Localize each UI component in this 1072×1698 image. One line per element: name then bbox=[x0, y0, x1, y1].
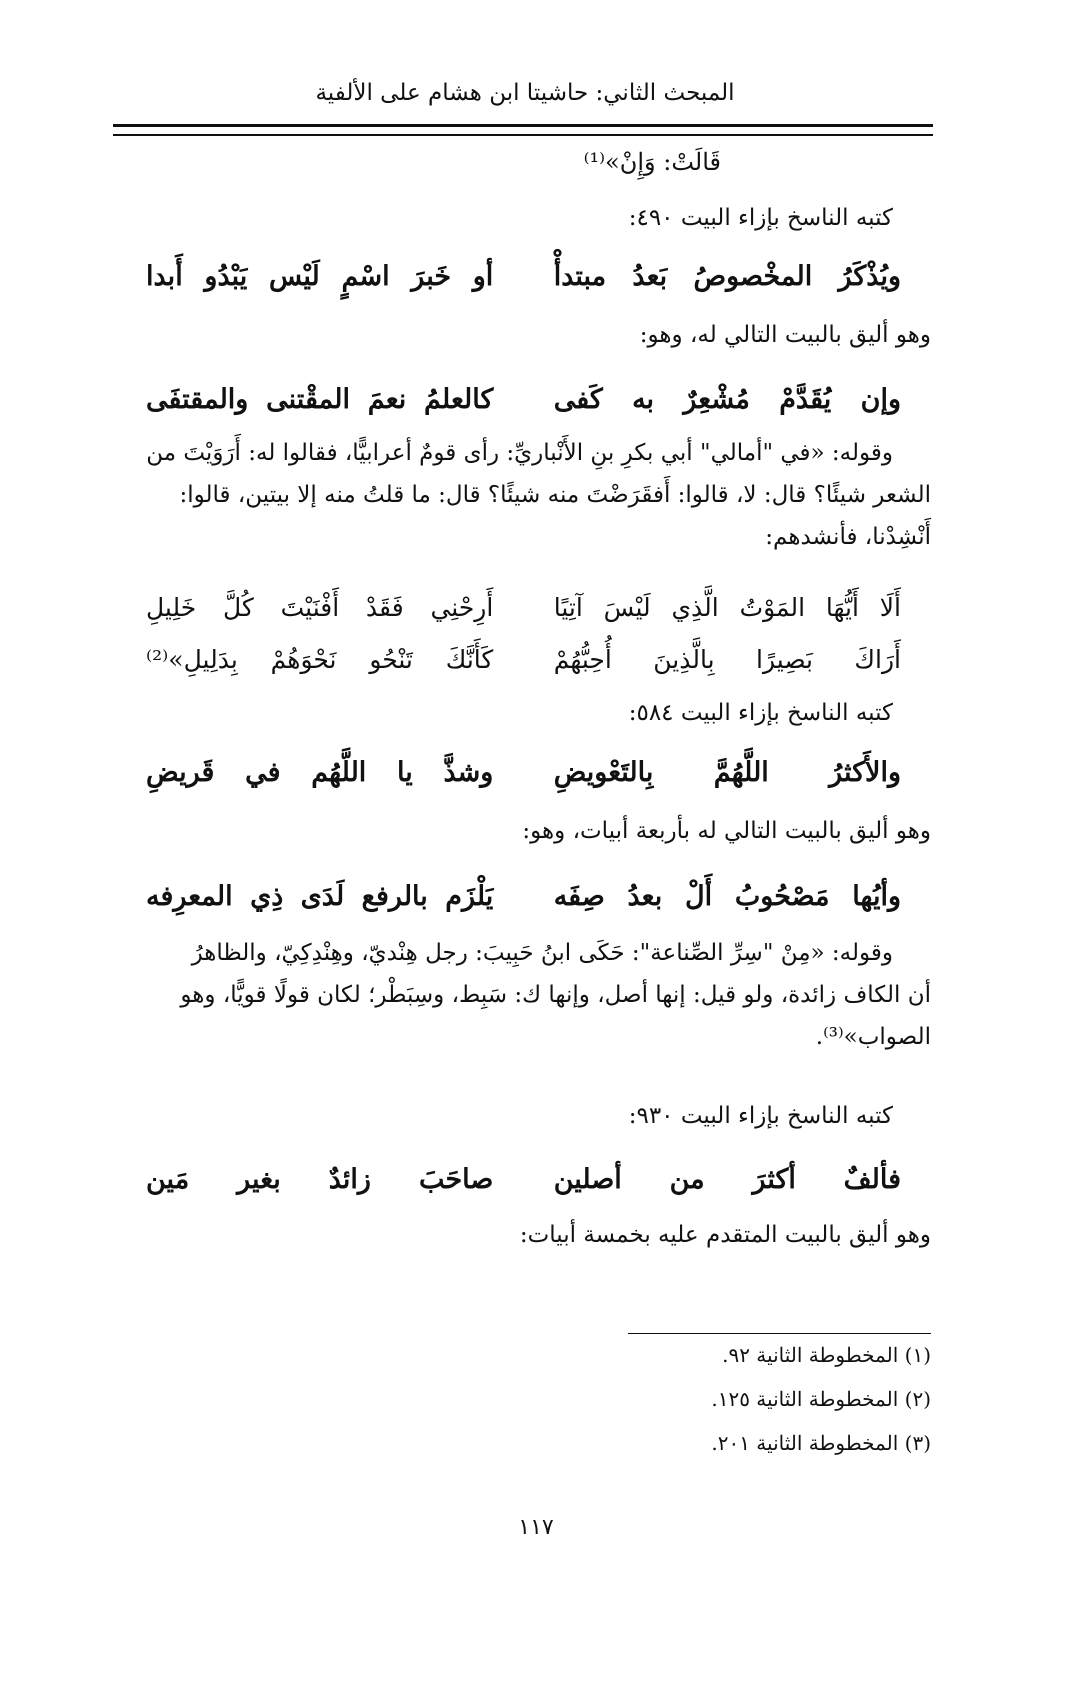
verse-following-1 bbox=[146, 377, 901, 421]
verse-584-first-hemistich: والأَكثرُ اللَّهُمَّ بِالتَعْويضِ bbox=[553, 756, 901, 788]
verse-following-4-first-hemistich: وأيُها مَصْحُوبُ أَلْ بعدُ صِفَه bbox=[553, 880, 901, 912]
amali-line-2: الشعر شيئًا؟ قال: لا، قالوا: أَفقَرَضْتَ منه شيئًا؟ قال: ما قلتُ منه إلا بيتين، قالوا: bbox=[179, 482, 931, 508]
poem-verse-2-second-hemistich: كَأَنَّكَ تَنْحُو نَحْوَهُمْ بِدَلِيلِ»⁽²⁾ bbox=[146, 644, 494, 674]
more-fitting-note-4: وهو أليق بالبيت التالي له بأربعة أبيات، وهو: bbox=[522, 818, 931, 844]
scribe-note-930: كتبه الناسخ بإزاء البيت ٩٣٠: bbox=[628, 1103, 893, 1129]
running-header: المبحث الثاني: حاشيتا ابن هشام على الألفية bbox=[315, 80, 735, 106]
sirr-line-3: الصواب»⁽³⁾. bbox=[815, 1024, 931, 1050]
verse-930-second-hemistich: صاحَبَ زائدٌ بغير مَين bbox=[146, 1163, 494, 1195]
footnote-1: (١) المخطوطة الثانية ٩٢. bbox=[722, 1343, 931, 1367]
verse-930 bbox=[146, 1157, 901, 1201]
amali-line-3: أَنْشِدْنا، فأنشدهم: bbox=[765, 524, 931, 550]
poem-verse-1-second-hemistich: أَرِحْنِي فَقَدْ أَفْنَيْتَ كُلَّ خَلِيلِ bbox=[146, 592, 494, 622]
verse-following-4 bbox=[146, 874, 901, 918]
header-rule-thick bbox=[113, 124, 933, 127]
amali-line-1: وقوله: «في "أمالي" أبي بكرِ بنِ الأَنْباريِّ: رأى قومٌ أعرابيًّا، فقالوا له: أَرَوَيْتَ من bbox=[146, 440, 893, 466]
verse-584 bbox=[146, 750, 901, 794]
footnote-3: (٣) المخطوطة الثانية ٢٠١. bbox=[711, 1431, 931, 1455]
verse-following-1-second-hemistich: كالعلمُ نعمَ المقْتنى والمقتفَى bbox=[146, 383, 494, 415]
amali-paragraph bbox=[116, 432, 931, 558]
poem-verse-1 bbox=[146, 585, 901, 629]
header-rule-thin bbox=[113, 134, 933, 136]
footnote-separator bbox=[628, 1333, 931, 1334]
page-number: ١١٧ bbox=[518, 1515, 554, 1540]
more-fitting-note-5: وهو أليق بالبيت المتقدم عليه بخمسة أبيات: bbox=[519, 1222, 931, 1248]
verse-930-first-hemistich: فألفٌ أكثرَ من أصلين bbox=[553, 1163, 901, 1195]
sirr-line-2: أن الكاف زائدة، ولو قيل: إنها أصل، وإنها ك: سَبِط، وسِبَطْر؛ لكان قولًا قويًّا، وهو bbox=[180, 982, 931, 1008]
verse-490 bbox=[146, 254, 901, 298]
verse-following-1-first-hemistich: وإن يُقَدَّمْ مُشْعِرٌ به كَفى bbox=[553, 383, 901, 415]
scribe-note-584: كتبه الناسخ بإزاء البيت ٥٨٤: bbox=[628, 700, 893, 726]
verse-490-first-hemistich: ويُذْكَرُ المخْصوصُ بَعدُ مبتدأْ bbox=[553, 260, 901, 292]
poem-verse-2 bbox=[146, 637, 901, 681]
poem-verse-2-first-hemistich: أَرَاكَ بَصِيرًا بِالَّذِينَ أُحِبُّهُمْ bbox=[553, 644, 901, 674]
more-fitting-note-1: وهو أليق بالبيت التالي له، وهو: bbox=[639, 322, 931, 348]
sirr-paragraph bbox=[116, 932, 931, 1058]
quote-end: قَالَتْ: وَإِنْ»⁽¹⁾ bbox=[583, 148, 721, 176]
scribe-note-490: كتبه الناسخ بإزاء البيت ٤٩٠: bbox=[628, 205, 893, 231]
verse-584-second-hemistich: وشذَّ يا اللَّهُم في قَريضِ bbox=[146, 756, 494, 788]
verse-490-second-hemistich: أو خَبرَ اسْمٍ لَيْس يَبْدُو أَبدا bbox=[146, 260, 494, 292]
sirr-line-1: وقوله: «مِنْ "سِرِّ الصِّناعة": حَكَى ابنُ حَبِيبَ: رجل هِنْديّ، وهِنْدِكِيّ، والظاهرُ bbox=[191, 940, 893, 966]
poem-verse-1-first-hemistich: أَلَا أَيُّهَا المَوْتُ الَّذِي لَيْسَ آتِيًا bbox=[553, 592, 901, 622]
footnote-2: (٢) المخطوطة الثانية ١٢٥. bbox=[711, 1387, 931, 1411]
verse-following-4-second-hemistich: يَلْزَم بالرفع لَدَى ذِي المعرِفه bbox=[146, 880, 494, 912]
